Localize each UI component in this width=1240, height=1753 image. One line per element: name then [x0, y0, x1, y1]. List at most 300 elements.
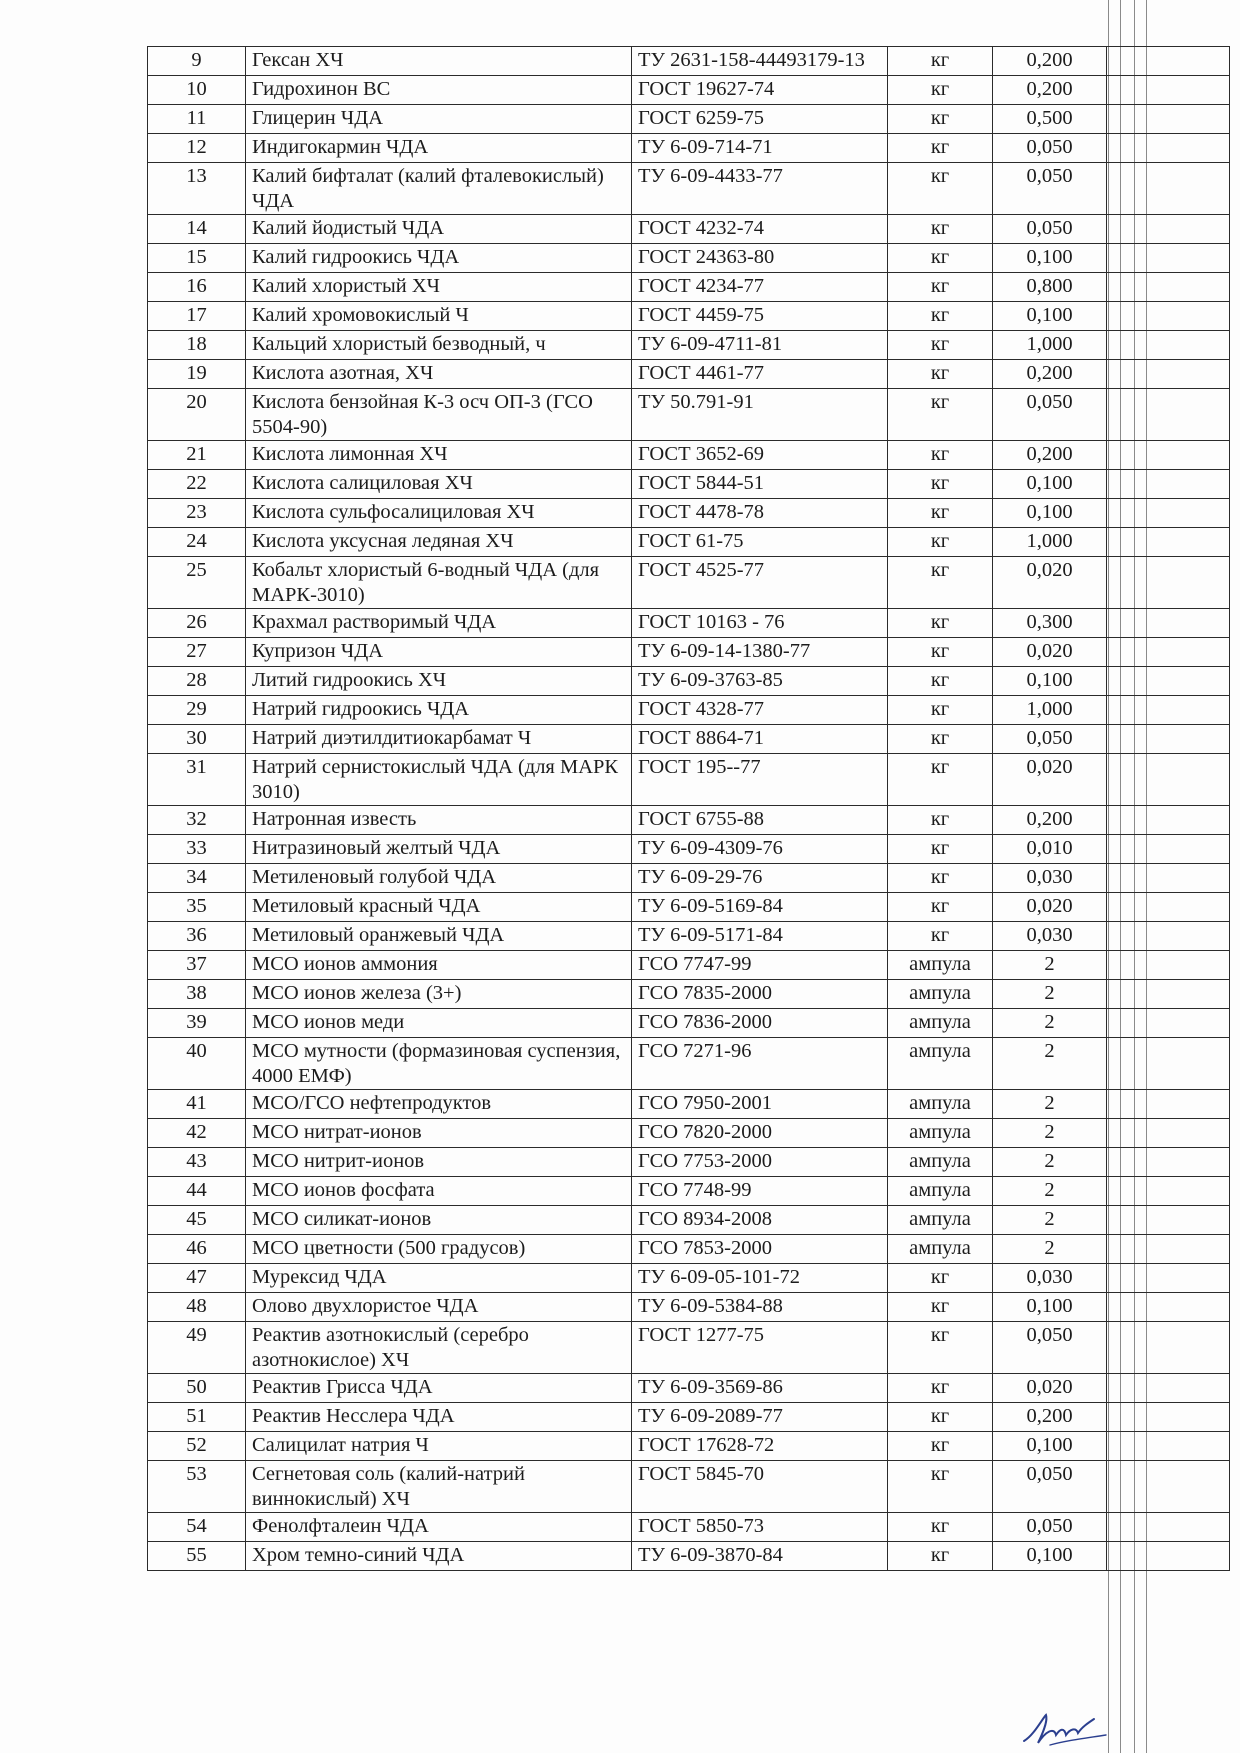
table-row: [148, 893, 1230, 922]
reagent-name-cell: Хром темно-синий ЧДА: [246, 1542, 632, 1571]
row-number-cell: 46: [148, 1235, 246, 1264]
unit-cell: кг: [888, 1264, 993, 1293]
quantity-cell: 2: [993, 1038, 1107, 1090]
empty-cell: [1107, 134, 1230, 163]
empty-cell: [1107, 302, 1230, 331]
standard-cell: ГОСТ 4459-75: [632, 302, 888, 331]
unit-cell: кг: [888, 389, 993, 441]
table-row: [148, 1264, 1230, 1293]
quantity-cell: 0,030: [993, 864, 1107, 893]
standard-cell: ГОСТ 4232-74: [632, 215, 888, 244]
standard-cell: ГОСТ 5850-73: [632, 1513, 888, 1542]
reagent-name-cell: МСО/ГСО нефтепродуктов: [246, 1090, 632, 1119]
reagents-table: [147, 46, 1230, 1571]
row-number-cell: 11: [148, 105, 246, 134]
table-row: [148, 244, 1230, 273]
row-number-cell: 26: [148, 609, 246, 638]
table-row: [148, 302, 1230, 331]
empty-cell: [1107, 893, 1230, 922]
empty-cell: [1107, 244, 1230, 273]
standard-cell: ГОСТ 61-75: [632, 528, 888, 557]
empty-cell: [1107, 1374, 1230, 1403]
reagents-table-wrap: [147, 46, 1229, 1571]
unit-cell: кг: [888, 215, 993, 244]
signature-mark: [1020, 1705, 1110, 1749]
reagent-name-cell: Калий хромовокислый Ч: [246, 302, 632, 331]
quantity-cell: 0,050: [993, 215, 1107, 244]
table-row: [148, 163, 1230, 215]
row-number-cell: 45: [148, 1206, 246, 1235]
standard-cell: ГОСТ 24363-80: [632, 244, 888, 273]
standard-cell: ТУ 6-09-3569-86: [632, 1374, 888, 1403]
unit-cell: кг: [888, 1322, 993, 1374]
quantity-cell: 0,100: [993, 470, 1107, 499]
row-number-cell: 15: [148, 244, 246, 273]
reagent-name-cell: Кислота лимонная ХЧ: [246, 441, 632, 470]
quantity-cell: 0,200: [993, 360, 1107, 389]
reagent-name-cell: Мурексид ЧДА: [246, 1264, 632, 1293]
reagent-name-cell: Салицилат натрия Ч: [246, 1432, 632, 1461]
row-number-cell: 33: [148, 835, 246, 864]
quantity-cell: 0,100: [993, 1293, 1107, 1322]
row-number-cell: 22: [148, 470, 246, 499]
row-number-cell: 32: [148, 806, 246, 835]
quantity-cell: 0,050: [993, 725, 1107, 754]
unit-cell: ампула: [888, 980, 993, 1009]
quantity-cell: 2: [993, 1119, 1107, 1148]
row-number-cell: 53: [148, 1461, 246, 1513]
reagent-name-cell: Кислота уксусная ледяная ХЧ: [246, 528, 632, 557]
reagent-name-cell: Кислота сульфосалициловая ХЧ: [246, 499, 632, 528]
reagent-name-cell: Натрий диэтилдитиокарбамат Ч: [246, 725, 632, 754]
quantity-cell: 2: [993, 1177, 1107, 1206]
quantity-cell: 2: [993, 951, 1107, 980]
reagent-name-cell: Кобальт хлористый 6-водный ЧДА (для МАРК-3010): [246, 557, 632, 609]
row-number-cell: 21: [148, 441, 246, 470]
table-row: [148, 1009, 1230, 1038]
standard-cell: ТУ 6-09-3763-85: [632, 667, 888, 696]
unit-cell: кг: [888, 922, 993, 951]
standard-cell: ГСО 7836-2000: [632, 1009, 888, 1038]
table-row: [148, 951, 1230, 980]
empty-cell: [1107, 980, 1230, 1009]
empty-cell: [1107, 76, 1230, 105]
row-number-cell: 35: [148, 893, 246, 922]
row-number-cell: 55: [148, 1542, 246, 1571]
table-row: [148, 667, 1230, 696]
reagent-name-cell: МСО ионов фосфата: [246, 1177, 632, 1206]
quantity-cell: 0,050: [993, 163, 1107, 215]
standard-cell: ТУ 6-09-14-1380-77: [632, 638, 888, 667]
unit-cell: кг: [888, 1432, 993, 1461]
quantity-cell: 0,050: [993, 389, 1107, 441]
standard-cell: ГОСТ 4328-77: [632, 696, 888, 725]
standard-cell: ТУ 6-09-714-71: [632, 134, 888, 163]
empty-cell: [1107, 557, 1230, 609]
reagent-name-cell: Калий йодистый ЧДА: [246, 215, 632, 244]
reagent-name-cell: Натрий гидроокись ЧДА: [246, 696, 632, 725]
quantity-cell: 0,010: [993, 835, 1107, 864]
unit-cell: кг: [888, 1513, 993, 1542]
unit-cell: кг: [888, 470, 993, 499]
reagent-name-cell: Индигокармин ЧДА: [246, 134, 632, 163]
quantity-cell: 0,100: [993, 667, 1107, 696]
standard-cell: ГСО 7820-2000: [632, 1119, 888, 1148]
quantity-cell: 0,030: [993, 1264, 1107, 1293]
row-number-cell: 34: [148, 864, 246, 893]
standard-cell: ГОСТ 4478-78: [632, 499, 888, 528]
table-body: [148, 47, 1230, 1571]
empty-cell: [1107, 105, 1230, 134]
empty-cell: [1107, 1119, 1230, 1148]
table-row: [148, 638, 1230, 667]
standard-cell: ТУ 6-09-05-101-72: [632, 1264, 888, 1293]
row-number-cell: 49: [148, 1322, 246, 1374]
row-number-cell: 44: [148, 1177, 246, 1206]
standard-cell: ГОСТ 5844-51: [632, 470, 888, 499]
reagent-name-cell: Кислота салициловая ХЧ: [246, 470, 632, 499]
standard-cell: ГОСТ 17628-72: [632, 1432, 888, 1461]
row-number-cell: 13: [148, 163, 246, 215]
quantity-cell: 2: [993, 1148, 1107, 1177]
row-number-cell: 38: [148, 980, 246, 1009]
quantity-cell: 2: [993, 1009, 1107, 1038]
standard-cell: ГСО 7271-96: [632, 1038, 888, 1090]
quantity-cell: 0,050: [993, 1461, 1107, 1513]
standard-cell: ГСО 8934-2008: [632, 1206, 888, 1235]
standard-cell: ТУ 50.791-91: [632, 389, 888, 441]
empty-cell: [1107, 389, 1230, 441]
empty-cell: [1107, 922, 1230, 951]
unit-cell: кг: [888, 557, 993, 609]
empty-cell: [1107, 1513, 1230, 1542]
reagent-name-cell: Сегнетовая соль (калий-натрий виннокислый) ХЧ: [246, 1461, 632, 1513]
reagent-name-cell: Реактив Грисса ЧДА: [246, 1374, 632, 1403]
empty-cell: [1107, 754, 1230, 806]
standard-cell: ТУ 2631-158-44493179-13: [632, 47, 888, 76]
reagent-name-cell: Реактив азотнокислый (серебро азотнокислое) ХЧ: [246, 1322, 632, 1374]
row-number-cell: 14: [148, 215, 246, 244]
unit-cell: кг: [888, 638, 993, 667]
row-number-cell: 17: [148, 302, 246, 331]
unit-cell: ампула: [888, 1235, 993, 1264]
standard-cell: ГОСТ 10163 - 76: [632, 609, 888, 638]
empty-cell: [1107, 1293, 1230, 1322]
reagent-name-cell: Кальций хлористый безводный, ч: [246, 331, 632, 360]
table-row: [148, 1206, 1230, 1235]
row-number-cell: 12: [148, 134, 246, 163]
standard-cell: ГОСТ 1277-75: [632, 1322, 888, 1374]
reagent-name-cell: МСО мутности (формазиновая суспензия, 4000 ЕМФ): [246, 1038, 632, 1090]
row-number-cell: 29: [148, 696, 246, 725]
row-number-cell: 36: [148, 922, 246, 951]
row-number-cell: 10: [148, 76, 246, 105]
reagent-name-cell: Калий гидроокись ЧДА: [246, 244, 632, 273]
quantity-cell: 2: [993, 1206, 1107, 1235]
row-number-cell: 9: [148, 47, 246, 76]
standard-cell: ТУ 6-09-5384-88: [632, 1293, 888, 1322]
row-number-cell: 19: [148, 360, 246, 389]
reagent-name-cell: Крахмал растворимый ЧДА: [246, 609, 632, 638]
empty-cell: [1107, 1090, 1230, 1119]
unit-cell: кг: [888, 47, 993, 76]
table-row: [148, 1038, 1230, 1090]
empty-cell: [1107, 163, 1230, 215]
reagent-name-cell: МСО ионов аммония: [246, 951, 632, 980]
empty-cell: [1107, 1235, 1230, 1264]
table-row: [148, 273, 1230, 302]
empty-cell: [1107, 1264, 1230, 1293]
unit-cell: кг: [888, 893, 993, 922]
table-row: [148, 360, 1230, 389]
unit-cell: кг: [888, 696, 993, 725]
row-number-cell: 27: [148, 638, 246, 667]
unit-cell: ампула: [888, 1038, 993, 1090]
standard-cell: ТУ 6-09-5171-84: [632, 922, 888, 951]
row-number-cell: 39: [148, 1009, 246, 1038]
empty-cell: [1107, 1206, 1230, 1235]
table-row: [148, 441, 1230, 470]
table-row: [148, 331, 1230, 360]
table-row: [148, 980, 1230, 1009]
standard-cell: ТУ 6-09-2089-77: [632, 1403, 888, 1432]
unit-cell: кг: [888, 725, 993, 754]
reagent-name-cell: Гидрохинон ВС: [246, 76, 632, 105]
reagent-name-cell: Метиленовый голубой ЧДА: [246, 864, 632, 893]
unit-cell: кг: [888, 835, 993, 864]
reagent-name-cell: Фенолфталеин ЧДА: [246, 1513, 632, 1542]
empty-cell: [1107, 528, 1230, 557]
table-row: [148, 215, 1230, 244]
reagent-name-cell: МСО нитрат-ионов: [246, 1119, 632, 1148]
table-row: [148, 470, 1230, 499]
reagent-name-cell: Кислота бензойная К-3 осч ОП-3 (ГСО 5504-90): [246, 389, 632, 441]
standard-cell: ТУ 6-09-29-76: [632, 864, 888, 893]
empty-cell: [1107, 667, 1230, 696]
table-row: [148, 1235, 1230, 1264]
table-row: [148, 1432, 1230, 1461]
table-row: [148, 806, 1230, 835]
standard-cell: ГСО 7853-2000: [632, 1235, 888, 1264]
table-row: [148, 1403, 1230, 1432]
empty-cell: [1107, 638, 1230, 667]
quantity-cell: 0,200: [993, 76, 1107, 105]
quantity-cell: 0,200: [993, 47, 1107, 76]
reagent-name-cell: МСО ионов меди: [246, 1009, 632, 1038]
table-row: [148, 47, 1230, 76]
reagent-name-cell: Олово двухлористое ЧДА: [246, 1293, 632, 1322]
table-row: [148, 1461, 1230, 1513]
unit-cell: кг: [888, 163, 993, 215]
row-number-cell: 51: [148, 1403, 246, 1432]
unit-cell: кг: [888, 360, 993, 389]
quantity-cell: 0,020: [993, 754, 1107, 806]
table-row: [148, 389, 1230, 441]
empty-cell: [1107, 696, 1230, 725]
unit-cell: ампула: [888, 951, 993, 980]
table-row: [148, 134, 1230, 163]
standard-cell: ГСО 7753-2000: [632, 1148, 888, 1177]
unit-cell: ампула: [888, 1148, 993, 1177]
quantity-cell: 0,200: [993, 806, 1107, 835]
reagent-name-cell: Глицерин ЧДА: [246, 105, 632, 134]
unit-cell: кг: [888, 528, 993, 557]
table-row: [148, 609, 1230, 638]
standard-cell: ГСО 7748-99: [632, 1177, 888, 1206]
row-number-cell: 25: [148, 557, 246, 609]
reagent-name-cell: МСО ионов железа (3+): [246, 980, 632, 1009]
unit-cell: кг: [888, 331, 993, 360]
row-number-cell: 23: [148, 499, 246, 528]
empty-cell: [1107, 1403, 1230, 1432]
unit-cell: кг: [888, 244, 993, 273]
table-row: [148, 105, 1230, 134]
quantity-cell: 2: [993, 980, 1107, 1009]
table-row: [148, 696, 1230, 725]
row-number-cell: 16: [148, 273, 246, 302]
empty-cell: [1107, 864, 1230, 893]
quantity-cell: 1,000: [993, 528, 1107, 557]
empty-cell: [1107, 273, 1230, 302]
row-number-cell: 20: [148, 389, 246, 441]
quantity-cell: 0,100: [993, 302, 1107, 331]
unit-cell: ампула: [888, 1177, 993, 1206]
empty-cell: [1107, 725, 1230, 754]
unit-cell: ампула: [888, 1206, 993, 1235]
standard-cell: ГОСТ 6755-88: [632, 806, 888, 835]
quantity-cell: 1,000: [993, 696, 1107, 725]
unit-cell: кг: [888, 441, 993, 470]
standard-cell: ГОСТ 3652-69: [632, 441, 888, 470]
table-row: [148, 1513, 1230, 1542]
quantity-cell: 0,300: [993, 609, 1107, 638]
unit-cell: кг: [888, 1461, 993, 1513]
empty-cell: [1107, 609, 1230, 638]
standard-cell: ГОСТ 195--77: [632, 754, 888, 806]
unit-cell: ампула: [888, 1009, 993, 1038]
unit-cell: кг: [888, 105, 993, 134]
row-number-cell: 40: [148, 1038, 246, 1090]
quantity-cell: 0,200: [993, 441, 1107, 470]
reagent-name-cell: Гексан ХЧ: [246, 47, 632, 76]
empty-cell: [1107, 1322, 1230, 1374]
table-row: [148, 1374, 1230, 1403]
standard-cell: ГСО 7747-99: [632, 951, 888, 980]
reagent-name-cell: МСО силикат-ионов: [246, 1206, 632, 1235]
quantity-cell: 0,100: [993, 499, 1107, 528]
quantity-cell: 0,020: [993, 893, 1107, 922]
standard-cell: ТУ 6-09-4309-76: [632, 835, 888, 864]
table-row: [148, 1177, 1230, 1206]
empty-cell: [1107, 1177, 1230, 1206]
unit-cell: кг: [888, 499, 993, 528]
reagent-name-cell: Кислота азотная, ХЧ: [246, 360, 632, 389]
standard-cell: ТУ 6-09-3870-84: [632, 1542, 888, 1571]
quantity-cell: 0,100: [993, 1432, 1107, 1461]
empty-cell: [1107, 360, 1230, 389]
unit-cell: кг: [888, 806, 993, 835]
empty-cell: [1107, 215, 1230, 244]
unit-cell: кг: [888, 667, 993, 696]
unit-cell: ампула: [888, 1119, 993, 1148]
unit-cell: кг: [888, 1293, 993, 1322]
standard-cell: ГОСТ 4525-77: [632, 557, 888, 609]
unit-cell: кг: [888, 76, 993, 105]
empty-cell: [1107, 331, 1230, 360]
table-row: [148, 1119, 1230, 1148]
quantity-cell: 2: [993, 1090, 1107, 1119]
table-row: [148, 835, 1230, 864]
standard-cell: ГОСТ 6259-75: [632, 105, 888, 134]
quantity-cell: 1,000: [993, 331, 1107, 360]
table-row: [148, 1090, 1230, 1119]
standard-cell: ГОСТ 5845-70: [632, 1461, 888, 1513]
quantity-cell: 0,200: [993, 1403, 1107, 1432]
unit-cell: кг: [888, 1374, 993, 1403]
empty-cell: [1107, 951, 1230, 980]
quantity-cell: 0,050: [993, 134, 1107, 163]
table-row: [148, 1542, 1230, 1571]
standard-cell: ГОСТ 8864-71: [632, 725, 888, 754]
row-number-cell: 28: [148, 667, 246, 696]
reagent-name-cell: Натрий сернистокислый ЧДА (для МАРК 3010): [246, 754, 632, 806]
quantity-cell: 0,800: [993, 273, 1107, 302]
row-number-cell: 41: [148, 1090, 246, 1119]
reagent-name-cell: Калий бифталат (калий фталевокислый) ЧДА: [246, 163, 632, 215]
row-number-cell: 30: [148, 725, 246, 754]
table-row: [148, 1322, 1230, 1374]
quantity-cell: 0,020: [993, 1374, 1107, 1403]
row-number-cell: 52: [148, 1432, 246, 1461]
table-row: [148, 1293, 1230, 1322]
reagent-name-cell: Нитразиновый желтый ЧДА: [246, 835, 632, 864]
unit-cell: кг: [888, 754, 993, 806]
reagent-name-cell: Метиловый оранжевый ЧДА: [246, 922, 632, 951]
reagent-name-cell: МСО цветности (500 градусов): [246, 1235, 632, 1264]
table-row: [148, 725, 1230, 754]
unit-cell: кг: [888, 134, 993, 163]
reagent-name-cell: Калий хлористый ХЧ: [246, 273, 632, 302]
quantity-cell: 2: [993, 1235, 1107, 1264]
row-number-cell: 54: [148, 1513, 246, 1542]
unit-cell: кг: [888, 1542, 993, 1571]
row-number-cell: 37: [148, 951, 246, 980]
unit-cell: кг: [888, 302, 993, 331]
quantity-cell: 0,500: [993, 105, 1107, 134]
row-number-cell: 24: [148, 528, 246, 557]
empty-cell: [1107, 470, 1230, 499]
table-row: [148, 1148, 1230, 1177]
empty-cell: [1107, 1009, 1230, 1038]
quantity-cell: 0,030: [993, 922, 1107, 951]
empty-cell: [1107, 1542, 1230, 1571]
unit-cell: ампула: [888, 1090, 993, 1119]
quantity-cell: 0,020: [993, 557, 1107, 609]
reagent-name-cell: Натронная известь: [246, 806, 632, 835]
table-row: [148, 499, 1230, 528]
table-row: [148, 922, 1230, 951]
standard-cell: ГСО 7950-2001: [632, 1090, 888, 1119]
standard-cell: ГОСТ 19627-74: [632, 76, 888, 105]
empty-cell: [1107, 441, 1230, 470]
unit-cell: кг: [888, 609, 993, 638]
row-number-cell: 31: [148, 754, 246, 806]
row-number-cell: 18: [148, 331, 246, 360]
standard-cell: ГОСТ 4234-77: [632, 273, 888, 302]
table-row: [148, 754, 1230, 806]
row-number-cell: 42: [148, 1119, 246, 1148]
quantity-cell: 0,050: [993, 1513, 1107, 1542]
